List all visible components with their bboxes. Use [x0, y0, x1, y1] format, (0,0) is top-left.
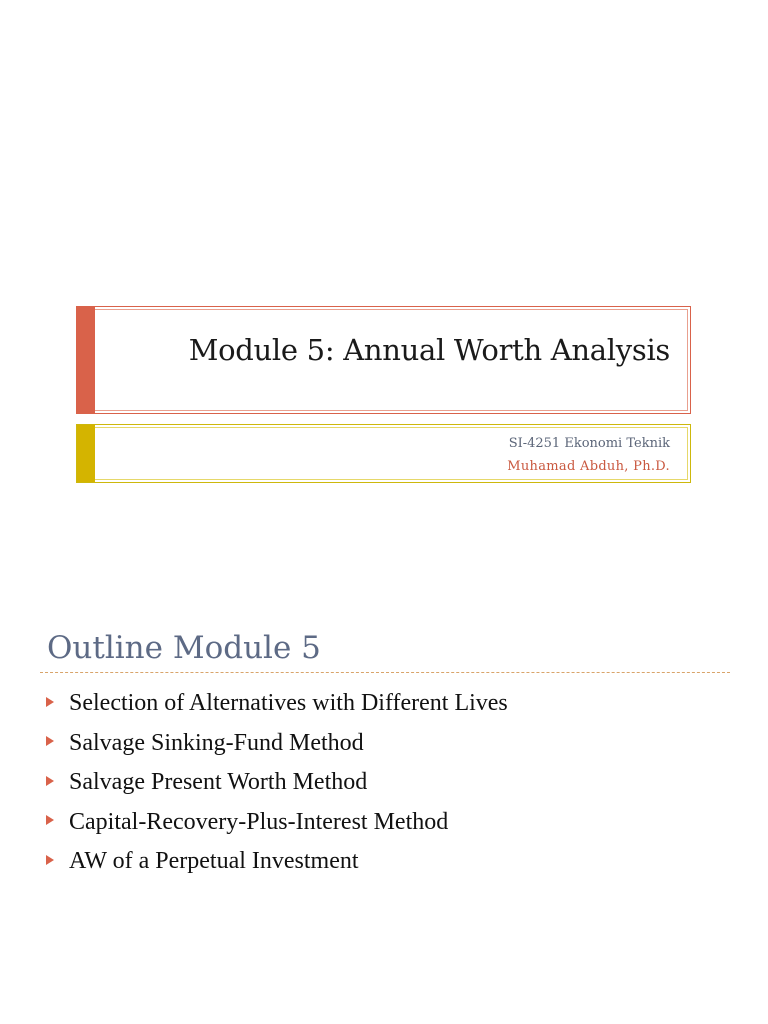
title-panel [76, 306, 691, 414]
list-item-label: Salvage Sinking-Fund Method [69, 729, 364, 756]
subtitle-panel [76, 424, 691, 483]
list-item [46, 684, 508, 724]
list-item-label: AW of a Perpetual Investment [69, 848, 359, 875]
triangle-right-icon [46, 736, 54, 746]
outline-list [46, 684, 508, 882]
list-item [46, 842, 508, 882]
course-code: SI-4251 Ekonomi Teknik [508, 436, 670, 451]
subtitle-accent-bar [77, 425, 95, 482]
triangle-right-icon [46, 776, 54, 786]
triangle-right-icon [46, 697, 54, 707]
triangle-right-icon [46, 855, 54, 865]
list-item [46, 724, 508, 764]
heading-divider [40, 672, 730, 673]
author-name: Muhamad Abduh, Ph.D. [507, 459, 670, 474]
list-item-label: Salvage Present Worth Method [69, 769, 368, 796]
list-item-label: Capital-Recovery-Plus-Interest Method [69, 808, 449, 835]
triangle-right-icon [46, 815, 54, 825]
list-item-label: Selection of Alternatives with Different Lives [69, 690, 508, 717]
outline-heading: Outline Module 5 [47, 630, 321, 666]
list-item [46, 803, 508, 843]
title-accent-bar [77, 307, 95, 413]
slide-title: Module 5: Annual Worth Analysis [188, 333, 670, 367]
list-item [46, 763, 508, 803]
